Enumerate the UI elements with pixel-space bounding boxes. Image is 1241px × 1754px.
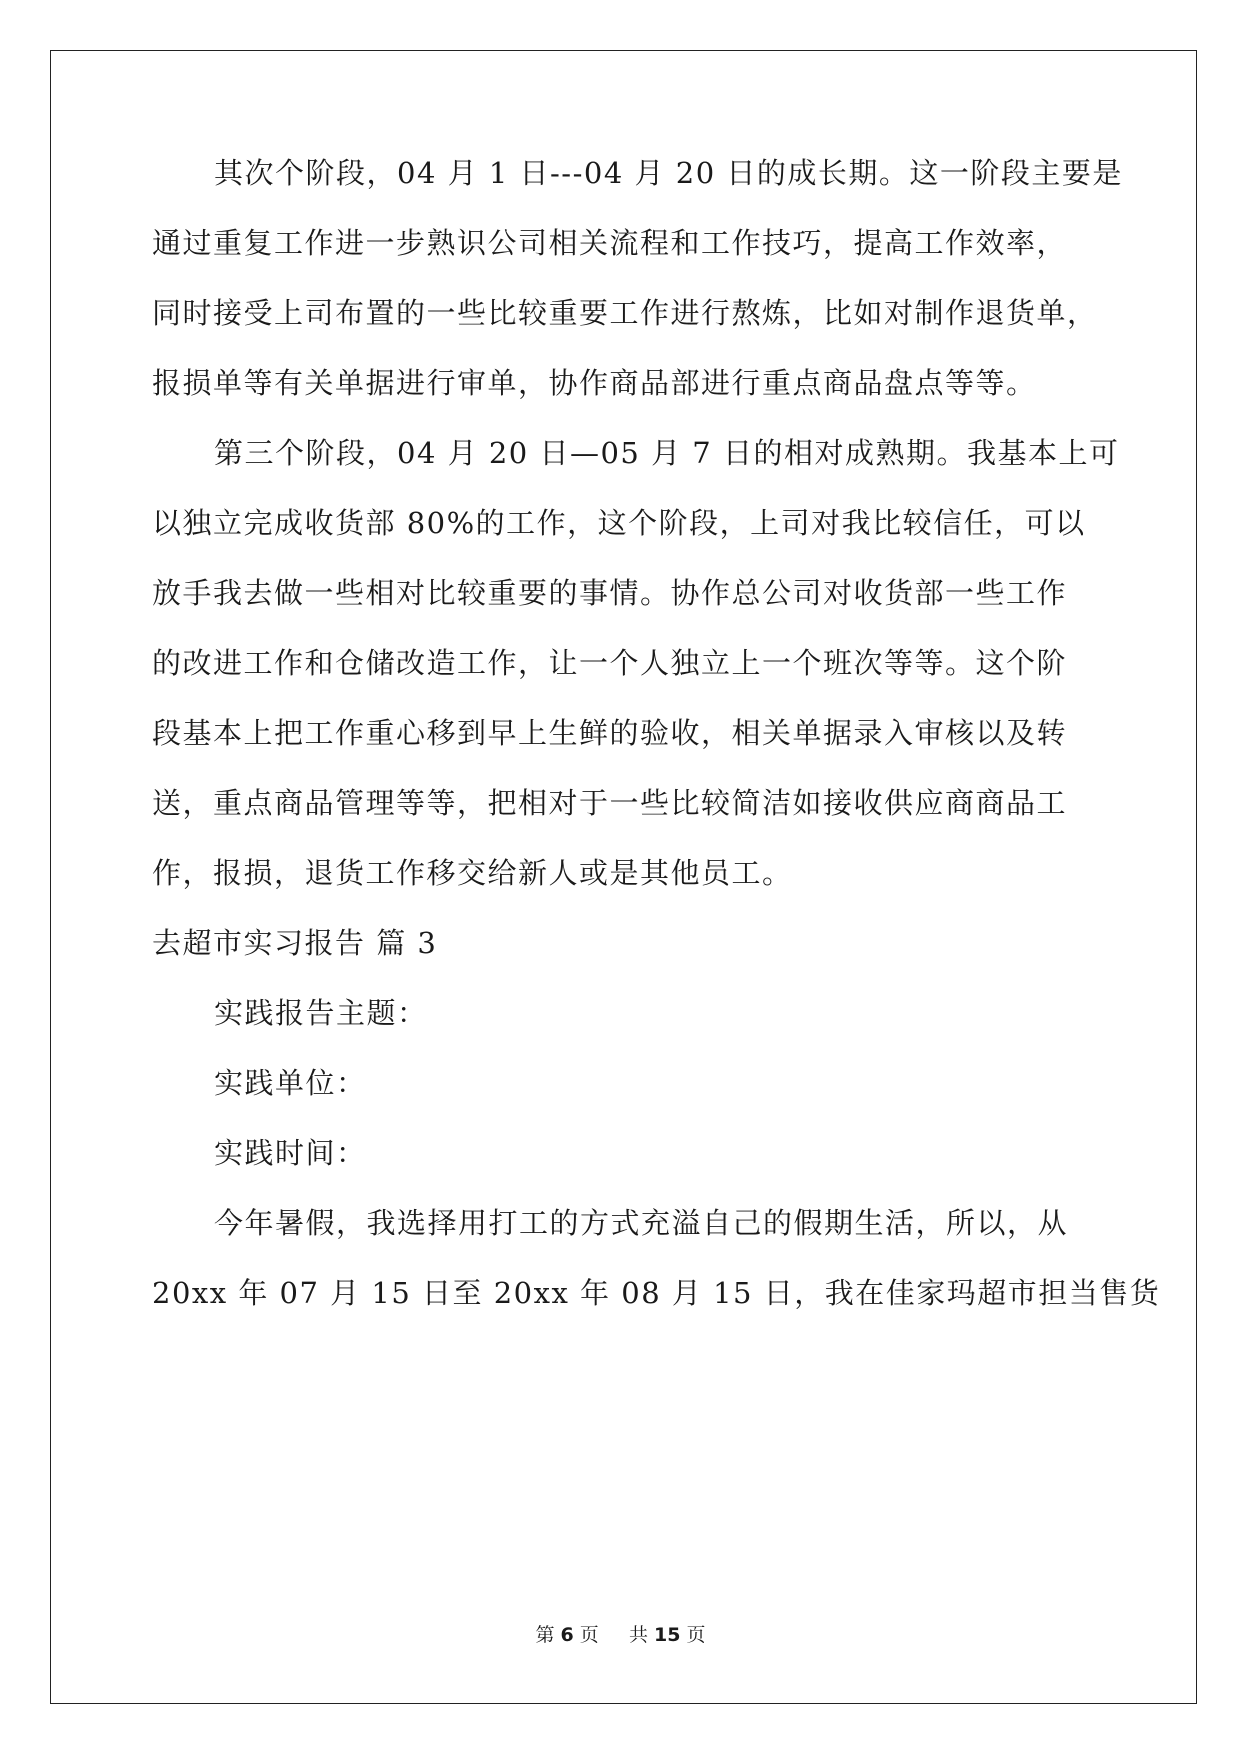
paragraph-line: 送，重点商品管理等等，把相对于一些比较简洁如接收供应商商品工: [152, 786, 1068, 820]
field-label-topic: 实践报告主题：: [214, 996, 428, 1030]
page-current: 6: [560, 1624, 574, 1646]
section-heading: 去超市实习报告 篇 3: [152, 926, 438, 960]
paragraph-line: 今年暑假，我选择用打工的方式充溢自己的假期生活，所以，从: [214, 1206, 1069, 1240]
paragraph-line: 作，报损，退货工作移交给新人或是其他员工。: [152, 856, 793, 890]
paragraph-line: 以独立完成收货部 80%的工作，这个阶段，上司对我比较信任，可以: [152, 506, 1086, 540]
page-footer: [0, 1620, 1241, 1647]
paragraph-line: 报损单等有关单据进行审单，协作商品部进行重点商品盘点等等。: [152, 366, 1037, 400]
page-prefix: 第: [535, 1624, 555, 1646]
total-suffix: 页: [686, 1624, 706, 1646]
paragraph-line: 其次个阶段，04 月 1 日---04 月 20 日的成长期。这一阶段主要是: [214, 156, 1123, 190]
paragraph-line: 的改进工作和仓储改造工作，让一个人独立上一个班次等等。这个阶: [152, 646, 1068, 680]
paragraph-line: 通过重复工作进一步熟识公司相关流程和工作技巧，提高工作效率，: [152, 226, 1068, 260]
paragraph-line: 第三个阶段，04 月 20 日—05 月 7 日的相对成熟期。我基本上可: [214, 436, 1120, 470]
paragraph-line: 同时接受上司布置的一些比较重要工作进行熬炼，比如对制作退货单，: [152, 296, 1098, 330]
paragraph-line: 20xx 年 07 月 15 日至 20xx 年 08 月 15 日，我在佳家玛超市担当售货: [152, 1276, 1161, 1310]
page-total: 15: [653, 1624, 681, 1646]
total-prefix: 共: [628, 1624, 648, 1646]
field-label-time: 实践时间：: [214, 1136, 367, 1170]
field-label-unit: 实践单位：: [214, 1066, 367, 1100]
page-suffix: 页: [579, 1624, 599, 1646]
paragraph-line: 段基本上把工作重心移到早上生鲜的验收，相关单据录入审核以及转: [152, 716, 1068, 750]
paragraph-line: 放手我去做一些相对比较重要的事情。协作总公司对收货部一些工作: [152, 576, 1068, 610]
